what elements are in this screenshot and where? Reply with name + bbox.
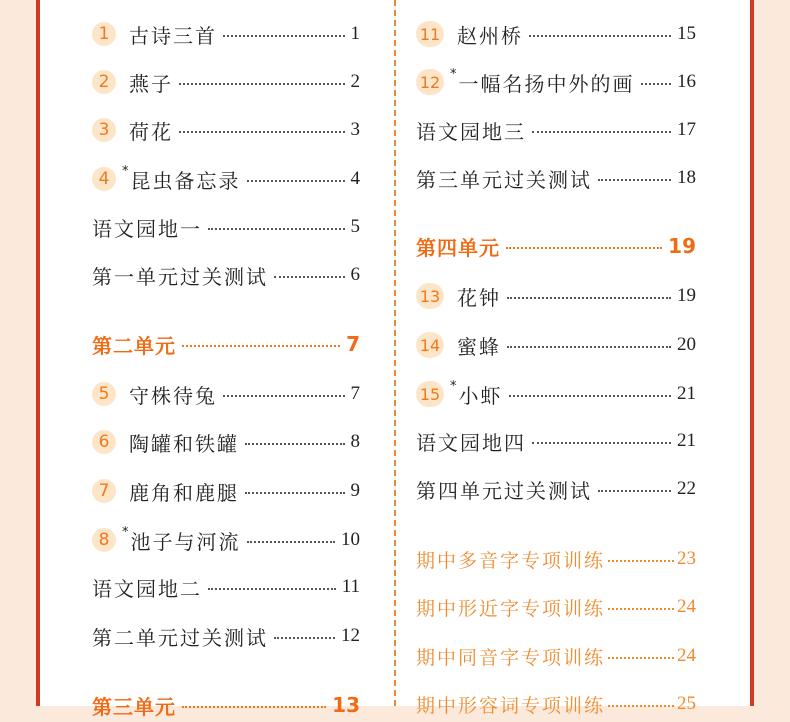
toc-page-number: 17 xyxy=(677,119,696,140)
lesson-number-badge: 12 xyxy=(416,69,444,95)
toc-item[interactable] xyxy=(416,424,696,458)
toc-item[interactable] xyxy=(416,377,696,411)
dot-leader xyxy=(506,247,662,249)
toc-item-title: 期中形容词专项训练 xyxy=(416,694,606,717)
toc-page-number: 18 xyxy=(677,167,696,188)
toc-page-number: 8 xyxy=(350,431,360,452)
toc-item[interactable] xyxy=(92,425,360,459)
toc-item-title: 期中形近字专项训练 xyxy=(416,597,606,620)
toc-page-number: 21 xyxy=(677,430,696,451)
dot-leader xyxy=(608,608,674,610)
toc-item[interactable] xyxy=(92,65,360,99)
column-divider xyxy=(394,0,396,706)
toc-page-number: 20 xyxy=(677,334,696,355)
toc-page-number: 7 xyxy=(346,332,360,356)
toc-page-number: 22 xyxy=(677,478,696,499)
dot-leader xyxy=(208,588,336,590)
dot-leader xyxy=(608,705,674,707)
toc-item-title: 小虾 xyxy=(458,383,503,408)
toc-item-title: 昆虫备忘录 xyxy=(130,168,241,193)
toc-page-number: 15 xyxy=(677,23,696,44)
optional-lesson-asterisk: * xyxy=(122,525,129,540)
lesson-number-badge: 2 xyxy=(92,70,116,94)
toc-item[interactable] xyxy=(416,17,696,51)
lesson-number-badge: 11 xyxy=(416,21,444,47)
toc-unit-heading[interactable] xyxy=(92,327,360,361)
dot-leader xyxy=(598,179,671,181)
toc-page-number: 21 xyxy=(677,383,696,404)
dot-leader xyxy=(641,83,672,85)
toc-page-number: 19 xyxy=(668,234,696,258)
toc-page-number: 25 xyxy=(677,693,696,714)
optional-lesson-asterisk: * xyxy=(450,67,457,82)
toc-item-title: 陶罐和铁罐 xyxy=(129,431,239,456)
toc-item-title: 语文园地二 xyxy=(92,576,202,601)
toc-item-title: 花钟 xyxy=(457,285,501,310)
dot-leader xyxy=(509,395,672,397)
dot-leader xyxy=(245,492,345,494)
toc-unit-heading[interactable] xyxy=(416,229,696,263)
toc-special-item[interactable] xyxy=(416,687,696,721)
dot-leader xyxy=(223,35,345,37)
toc-item[interactable] xyxy=(416,328,696,362)
toc-item[interactable] xyxy=(92,17,360,51)
dot-leader xyxy=(179,131,345,133)
lesson-number-badge: 4 xyxy=(92,167,116,191)
toc-item-title: 第四单元过关测试 xyxy=(416,478,592,503)
toc-item[interactable] xyxy=(92,570,360,604)
toc-unit-heading[interactable] xyxy=(92,688,360,722)
toc-item[interactable] xyxy=(92,619,360,653)
toc-special-item[interactable] xyxy=(416,639,696,673)
dot-leader xyxy=(247,541,336,543)
toc-page-number: 5 xyxy=(350,216,360,237)
lesson-number-badge: 6 xyxy=(92,430,116,454)
lesson-number-badge: 14 xyxy=(416,332,444,358)
toc-page-number: 13 xyxy=(332,693,360,717)
toc-page-number: 3 xyxy=(350,119,360,140)
toc-item-title: 燕子 xyxy=(129,71,173,96)
dot-leader xyxy=(245,443,345,445)
lesson-number-badge: 3 xyxy=(92,118,116,142)
toc-item[interactable] xyxy=(92,474,360,508)
toc-item-title: 语文园地三 xyxy=(416,119,526,144)
toc-page-number: 7 xyxy=(350,383,360,404)
toc-item-title: 荷花 xyxy=(129,119,173,144)
dot-leader xyxy=(274,276,345,278)
toc-item[interactable] xyxy=(92,162,360,196)
toc-special-item[interactable] xyxy=(416,542,696,576)
toc-item[interactable] xyxy=(92,113,360,147)
dot-leader xyxy=(608,657,674,659)
toc-page-number: 16 xyxy=(677,71,696,92)
dot-leader xyxy=(247,180,345,182)
toc-item-title: 语文园地一 xyxy=(92,216,202,241)
toc-item-title: 语文园地四 xyxy=(416,430,526,455)
toc-item[interactable] xyxy=(92,258,360,292)
toc-item[interactable] xyxy=(92,523,360,557)
dot-leader xyxy=(208,228,345,230)
lesson-number-badge: 7 xyxy=(92,479,116,503)
toc-item-title: 期中多音字专项训练 xyxy=(416,549,606,572)
lesson-number-badge: 1 xyxy=(92,22,116,46)
toc-page-number: 10 xyxy=(341,529,360,550)
dot-leader xyxy=(182,345,340,347)
dot-leader xyxy=(532,131,671,133)
lesson-number-badge: 8 xyxy=(92,528,116,552)
right-border xyxy=(750,0,754,706)
toc-page-number: 1 xyxy=(350,23,360,44)
toc-item-title: 守株待兔 xyxy=(129,383,217,408)
toc-item[interactable] xyxy=(416,65,696,99)
toc-special-item[interactable] xyxy=(416,590,696,624)
toc-item-title: 古诗三首 xyxy=(129,23,217,48)
dot-leader xyxy=(598,490,671,492)
toc-page-number: 24 xyxy=(677,596,696,617)
dot-leader xyxy=(608,560,674,562)
lesson-number-badge: 5 xyxy=(92,382,116,406)
toc-item-title: 第三单元 xyxy=(92,694,176,719)
toc-item[interactable] xyxy=(92,210,360,244)
toc-item-title: 第二单元过关测试 xyxy=(92,625,268,650)
toc-page-number: 4 xyxy=(350,168,360,189)
toc-item[interactable] xyxy=(416,279,696,313)
toc-item[interactable] xyxy=(416,113,696,147)
dot-leader xyxy=(507,297,671,299)
toc-item-title: 鹿角和鹿腿 xyxy=(129,480,239,505)
toc-page-number: 2 xyxy=(350,71,360,92)
toc-page-number: 12 xyxy=(341,625,360,646)
toc-page-number: 9 xyxy=(350,480,360,501)
toc-page-number: 24 xyxy=(677,645,696,666)
toc-item-title: 第二单元 xyxy=(92,333,176,358)
optional-lesson-asterisk: * xyxy=(450,379,457,394)
optional-lesson-asterisk: * xyxy=(122,164,129,179)
toc-page-number: 11 xyxy=(341,576,360,597)
dot-leader xyxy=(532,442,671,444)
toc-item-title: 赵州桥 xyxy=(457,23,523,48)
dot-leader xyxy=(507,346,671,348)
toc-item[interactable] xyxy=(416,161,696,195)
toc-item[interactable] xyxy=(92,377,360,411)
lesson-number-badge: 13 xyxy=(416,283,444,309)
toc-item-title: 第一单元过关测试 xyxy=(92,264,268,289)
lesson-number-badge: 15 xyxy=(416,381,444,407)
toc-page-number: 23 xyxy=(677,548,696,569)
toc-item-title: 蜜蜂 xyxy=(457,334,501,359)
dot-leader xyxy=(529,35,671,37)
toc-item-title: 期中同音字专项训练 xyxy=(416,646,606,669)
toc-item[interactable] xyxy=(416,472,696,506)
toc-item-title: 一幅名扬中外的画 xyxy=(458,71,635,96)
dot-leader xyxy=(179,83,345,85)
dot-leader xyxy=(274,637,335,639)
toc-item-title: 池子与河流 xyxy=(130,529,241,554)
toc-item-title: 第三单元过关测试 xyxy=(416,167,592,192)
toc-page-number: 6 xyxy=(350,264,360,285)
toc-page-number: 19 xyxy=(677,285,696,306)
dot-leader xyxy=(223,395,345,397)
toc-item-title: 第四单元 xyxy=(416,235,500,260)
dot-leader xyxy=(182,706,326,708)
